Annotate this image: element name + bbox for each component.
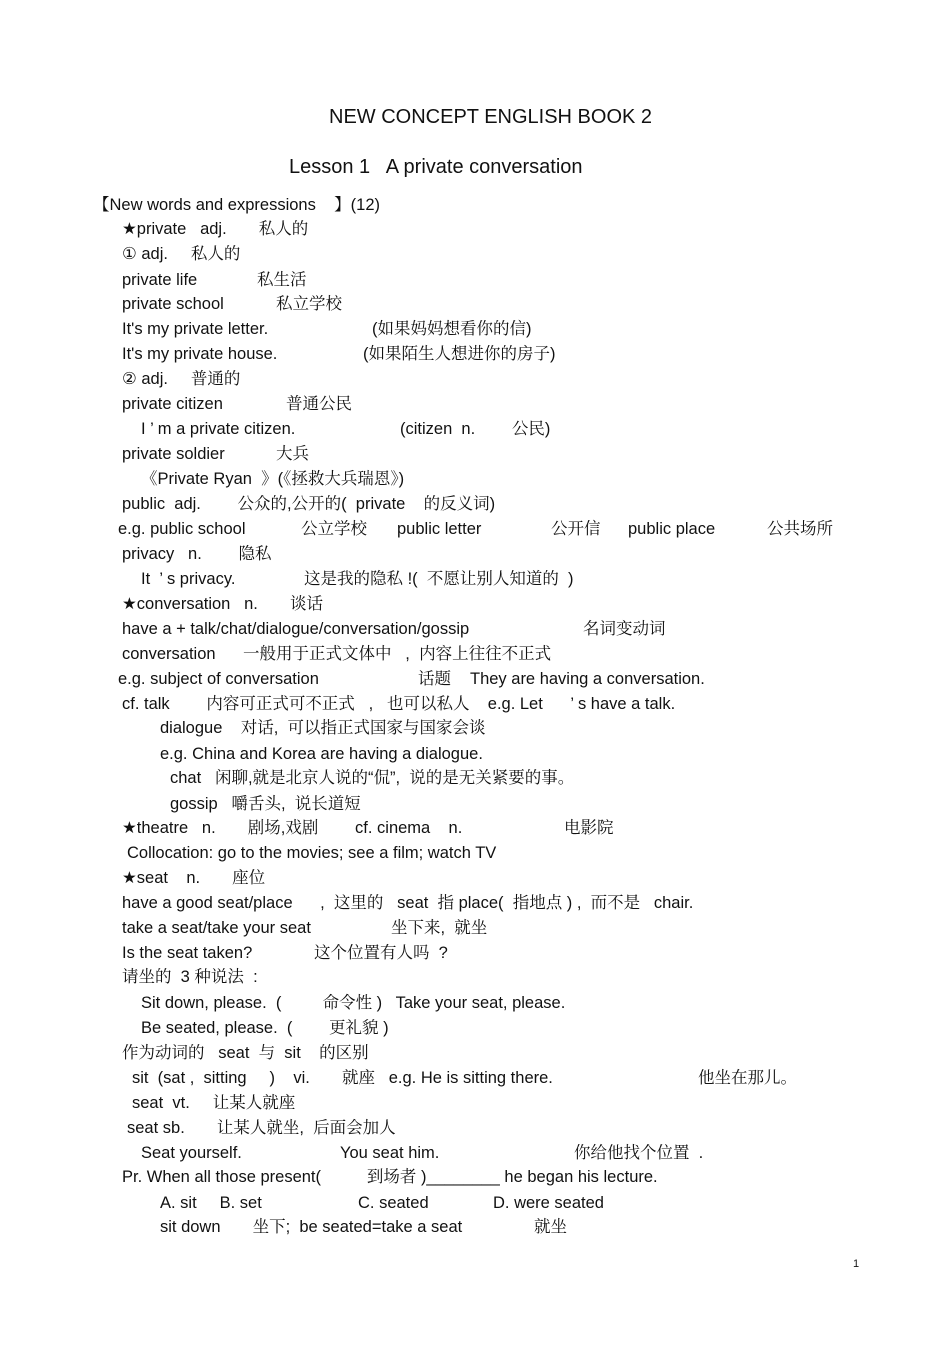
text-line-41-seg-1: sit down 坐下; be seated=take a seat [160, 1218, 463, 1236]
text-line-40-seg-2: C. seated [358, 1194, 429, 1212]
text-line-37-seg-1: seat sb. 让某人就坐, 后面会加人 [127, 1119, 396, 1137]
text-line-40-seg-1: A. sit B. set [160, 1194, 262, 1212]
text-line-38-seg-3: 你给他找个位置 . [574, 1144, 704, 1162]
text-line-22-seg-1: e.g. China and Korea are having a dialogue. [160, 745, 483, 763]
text-line-1-seg-1: ★private adj. 私人的 [122, 220, 309, 238]
text-line-21-seg-1: dialogue 对话, 可以指正式国家与国家会谈 [160, 719, 486, 737]
text-line-13-seg-2: 公立学校 [301, 520, 367, 538]
text-line-4-seg-2: 私立学校 [276, 295, 342, 313]
page-number: 1 [853, 1258, 860, 1270]
text-line-23-seg-1: chat 闲聊,就是北京人说的“侃”, 说的是无关紧要的事。 [170, 769, 575, 787]
text-line-39-seg-1: Pr. When all those present( 到场者 )________ he began his lecture. [122, 1168, 658, 1186]
text-line-40-seg-3: D. were seated [493, 1194, 604, 1212]
text-line-20-seg-1: cf. talk 内容可正式可不正式 , 也可以私人 e.g. Let ’ s have a talk. [122, 695, 676, 713]
text-line-15-seg-1: It ’ s privacy. [141, 570, 236, 588]
text-line-19-seg-3: They are having a conversation. [470, 670, 705, 688]
text-line-15-seg-2: 这是我的隐私 !( 不愿让别人知道的 ) [304, 570, 574, 588]
text-line-3-seg-2: 私生活 [257, 271, 307, 289]
text-line-9-seg-1: I ’ m a private citizen. [141, 420, 296, 438]
text-line-35-seg-2: 他坐在那儿。 [698, 1069, 797, 1087]
text-line-19-seg-2: 话题 [418, 670, 451, 688]
text-line-2-seg-1: ① adj. 私人的 [122, 245, 241, 263]
lesson-heading: Lesson 1 A private conversation [289, 156, 583, 178]
text-line-38-seg-2: You seat him. [340, 1144, 440, 1162]
text-line-18-seg-1: conversation 一般用于正式文体中 , 内容上往往不正式 [122, 645, 552, 663]
text-line-41-seg-2: 就坐 [534, 1218, 567, 1236]
text-line-5-seg-2: (如果妈妈想看你的信) [372, 320, 532, 338]
text-line-27-seg-1: ★seat n. 座位 [122, 869, 266, 887]
text-line-7-seg-1: ② adj. 普通的 [122, 370, 241, 388]
text-line-35-seg-1: sit (sat , sitting ) vi. 就座 e.g. He is sitting there. [132, 1069, 553, 1087]
section-header: 【New words and expressions 】(12) [93, 196, 381, 214]
text-line-13-seg-6: 公共场所 [767, 520, 833, 538]
document-title: NEW CONCEPT ENGLISH BOOK 2 [329, 106, 653, 128]
text-line-26-seg-1: Collocation: go to the movies; see a film; watch TV [127, 844, 497, 862]
text-line-6-seg-2: (如果陌生人想进你的房子) [363, 345, 556, 363]
text-line-10-seg-1: private soldier [122, 445, 225, 463]
text-line-13-seg-3: public letter [397, 520, 482, 538]
text-line-13-seg-4: 公开信 [551, 520, 601, 538]
text-line-3-seg-1: private life [122, 271, 198, 289]
text-line-30-seg-1: Is the seat taken? [122, 944, 253, 962]
text-line-17-seg-1: have a + talk/chat/dialogue/conversation/gossip [122, 620, 470, 638]
text-line-12-seg-1: public adj. 公众的,公开的( private 的反义词) [122, 495, 496, 513]
text-line-25-seg-2: 电影院 [564, 819, 614, 837]
text-line-19-seg-1: e.g. subject of conversation [118, 670, 319, 688]
text-line-11-seg-1: 《Private Ryan 》(《拯救大兵瑞恩》) [141, 470, 405, 488]
text-line-28-seg-1: have a good seat/place , 这里的 seat 指 place( 指地点 ) , 而不是 chair. [122, 894, 694, 912]
text-line-10-seg-2: 大兵 [276, 445, 309, 463]
text-line-33-seg-1: Be seated, please. ( 更礼貌 ) [141, 1019, 389, 1037]
text-line-30-seg-2: 这个位置有人吗 ? [314, 944, 448, 962]
text-line-38-seg-1: Seat yourself. [141, 1144, 242, 1162]
text-line-34-seg-1: 作为动词的 seat 与 sit 的区别 [122, 1044, 369, 1062]
text-line-9-seg-2: (citizen n. 公民) [400, 420, 551, 438]
text-line-36-seg-1: seat vt. 让某人就座 [132, 1094, 296, 1112]
text-line-25-seg-1: ★theatre n. 剧场,戏剧 cf. cinema n. [122, 819, 463, 837]
text-line-13-seg-5: public place [628, 520, 716, 538]
text-line-4-seg-1: private school [122, 295, 224, 313]
text-line-24-seg-1: gossip 嚼舌头, 说长道短 [170, 795, 361, 813]
text-line-32-seg-1: Sit down, please. ( 命令性 ) Take your seat, please. [141, 994, 566, 1012]
text-line-17-seg-2: 名词变动词 [583, 620, 666, 638]
text-line-13-seg-1: e.g. public school [118, 520, 246, 538]
text-line-14-seg-1: privacy n. 隐私 [122, 545, 272, 563]
text-line-8-seg-2: 普通公民 [286, 395, 352, 413]
text-line-5-seg-1: It's my private letter. [122, 320, 269, 338]
text-line-6-seg-1: It's my private house. [122, 345, 278, 363]
text-line-29-seg-2: 坐下来, 就坐 [391, 919, 488, 937]
text-line-8-seg-1: private citizen [122, 395, 223, 413]
text-line-31-seg-1: 请坐的 3 种说法 : [122, 968, 258, 986]
text-line-16-seg-1: ★conversation n. 谈话 [122, 595, 323, 613]
text-line-29-seg-1: take a seat/take your seat [122, 919, 311, 937]
